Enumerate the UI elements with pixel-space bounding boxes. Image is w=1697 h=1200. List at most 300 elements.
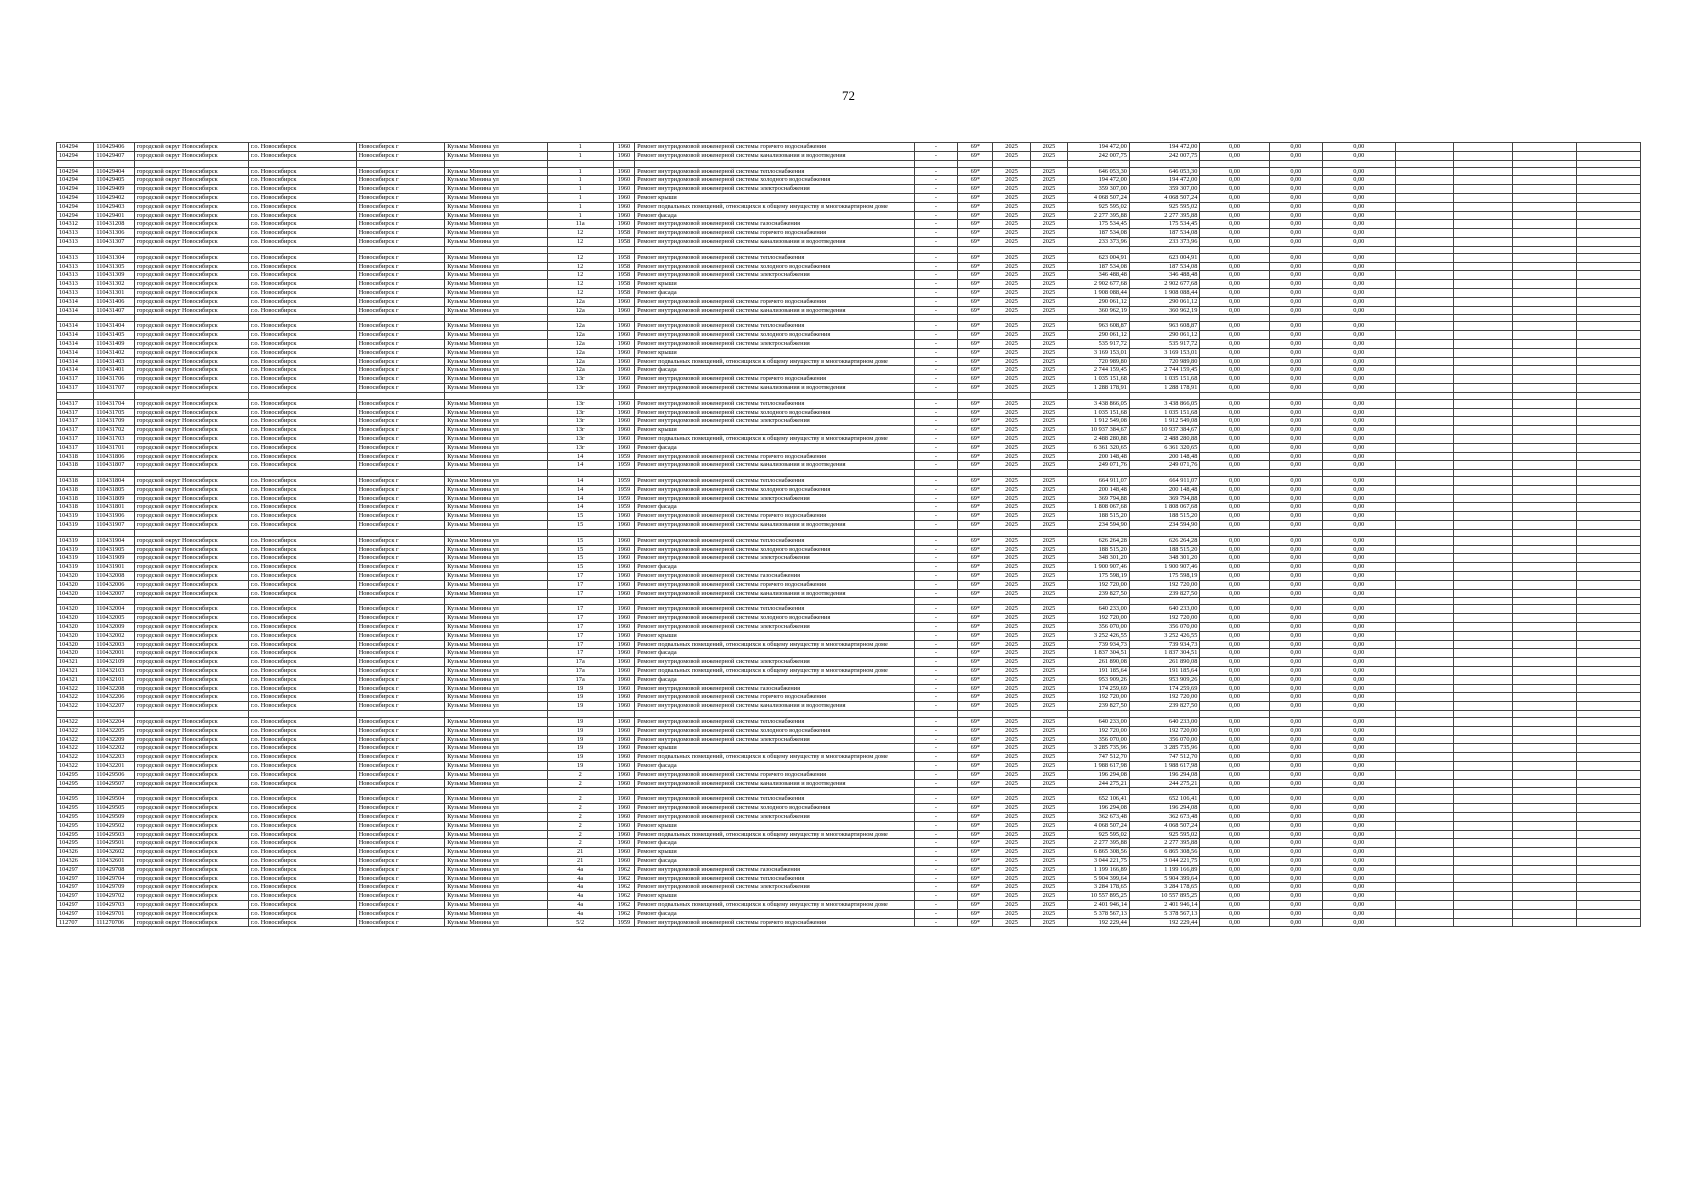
cell-cost-fund: 747 512,70	[1129, 753, 1199, 762]
cell-municipal-district: городской округ Новосибирск	[134, 658, 248, 667]
table-cell-empty	[1512, 392, 1576, 399]
cell-indicator: 69*	[958, 718, 993, 727]
cell-indicator: 69*	[958, 167, 993, 176]
cell-street: Кузьмы Минина ул	[445, 848, 547, 857]
cell-cost-local: 0,00	[1269, 322, 1322, 331]
cell-work-id: 110432208	[94, 684, 135, 693]
cell-object-id: 104317	[57, 375, 94, 384]
cell-cost-local: 0,00	[1269, 718, 1322, 727]
cell-work-id: 110429404	[94, 167, 135, 176]
table-row	[57, 485, 1641, 494]
cell-plan-end-year: 2025	[1030, 821, 1067, 830]
cell-extra-col-4	[1576, 770, 1640, 779]
cell-cost-fund: 290 061,12	[1129, 331, 1199, 340]
cell-plan-start-year: 2025	[993, 675, 1030, 684]
cell-cost-budget: 0,00	[1200, 883, 1269, 892]
cell-house-number: 15	[547, 536, 613, 545]
cell-cost-local: 0,00	[1269, 623, 1322, 632]
cell-build-year: 1960	[613, 605, 634, 614]
cell-cost-fund: 1 908 088,44	[1129, 288, 1199, 297]
cell-cost-owners: 0,00	[1323, 434, 1396, 443]
cell-work-type: Ремонт внутридомовой инженерной системы теплоснабжения	[635, 477, 914, 486]
cell-locality: Новосибирск г	[356, 563, 445, 572]
cell-build-year: 1958	[613, 237, 634, 246]
table-row	[57, 220, 1641, 229]
cell-street: Кузьмы Минина ул	[445, 167, 547, 176]
cell-plan-start-year: 2025	[993, 477, 1030, 486]
cell-plan-start-year: 2025	[993, 623, 1030, 632]
cell-street: Кузьмы Минина ул	[445, 605, 547, 614]
cell-work-type: Ремонт внутридомовой инженерной системы газоснабжения	[635, 684, 914, 693]
cell-cost-budget: 0,00	[1200, 892, 1269, 901]
cell-extra-col-3	[1512, 237, 1576, 246]
table-cell-empty	[547, 246, 613, 253]
cell-cost-local: 0,00	[1269, 253, 1322, 262]
cell-cost-fund: 1 035 151,68	[1129, 408, 1199, 417]
cell-municipal-district: городской округ Новосибирск	[134, 280, 248, 289]
table-row	[57, 684, 1641, 693]
cell-cost-budget: 0,00	[1200, 339, 1269, 348]
cell-plan-start-year: 2025	[993, 322, 1030, 331]
cell-extra-col-3	[1512, 176, 1576, 185]
cell-plan-end-year: 2025	[1030, 675, 1067, 684]
cell-indicator: 69*	[958, 399, 993, 408]
cell-plan-start-year: 2025	[993, 753, 1030, 762]
cell-indicator: 69*	[958, 744, 993, 753]
cell-plan-end-year: 2025	[1030, 554, 1067, 563]
table-cell-empty	[1395, 392, 1454, 399]
cell-house-number: 17	[547, 580, 613, 589]
cell-unit: -	[914, 339, 958, 348]
cell-locality: Новосибирск г	[356, 357, 445, 366]
cell-work-type: Ремонт внутридомовой инженерной системы холодного водоснабжения	[635, 485, 914, 494]
cell-extra-col-3	[1512, 623, 1576, 632]
cell-plan-end-year: 2025	[1030, 494, 1067, 503]
cell-extra-col-1	[1395, 909, 1454, 918]
cell-locality: Новосибирск г	[356, 572, 445, 581]
cell-plan-start-year: 2025	[993, 417, 1030, 426]
cell-extra-col-1	[1395, 512, 1454, 521]
cell-cost-local: 0,00	[1269, 795, 1322, 804]
table-cell-empty	[1512, 246, 1576, 253]
cell-municipality: г.о. Новосибирск	[248, 494, 356, 503]
cell-extra-col-1	[1395, 918, 1454, 927]
table-spacer-row	[57, 711, 1641, 718]
cell-extra-col-1	[1395, 383, 1454, 392]
cell-municipality: г.о. Новосибирск	[248, 726, 356, 735]
cell-plan-end-year: 2025	[1030, 702, 1067, 711]
cell-locality: Новосибирск г	[356, 821, 445, 830]
cell-municipality: г.о. Новосибирск	[248, 443, 356, 452]
cell-municipality: г.о. Новосибирск	[248, 580, 356, 589]
cell-indicator: 69*	[958, 220, 993, 229]
table-cell-empty	[1200, 788, 1269, 795]
cell-plan-start-year: 2025	[993, 874, 1030, 883]
cell-extra-col-4	[1576, 900, 1640, 909]
cell-unit: -	[914, 288, 958, 297]
cell-plan-start-year: 2025	[993, 667, 1030, 676]
cell-extra-col-1	[1395, 726, 1454, 735]
table-cell-empty	[356, 392, 445, 399]
cell-extra-col-3	[1512, 649, 1576, 658]
cell-work-id: 110431909	[94, 554, 135, 563]
cell-cost-fund: 623 004,91	[1129, 253, 1199, 262]
cell-cost-total: 953 909,26	[1068, 675, 1130, 684]
cell-house-number: 13г	[547, 426, 613, 435]
table-cell-empty	[1200, 711, 1269, 718]
cell-cost-total: 239 827,50	[1068, 702, 1130, 711]
cell-locality: Новосибирск г	[356, 830, 445, 839]
cell-work-id: 110431707	[94, 383, 135, 392]
cell-cost-budget: 0,00	[1200, 536, 1269, 545]
cell-municipality: г.о. Новосибирск	[248, 883, 356, 892]
cell-extra-col-1	[1395, 667, 1454, 676]
cell-plan-end-year: 2025	[1030, 408, 1067, 417]
cell-indicator: 69*	[958, 322, 993, 331]
cell-municipal-district: городской округ Новосибирск	[134, 408, 248, 417]
cell-build-year: 1960	[613, 735, 634, 744]
cell-extra-col-4	[1576, 151, 1640, 160]
cell-cost-owners: 0,00	[1323, 366, 1396, 375]
cell-cost-owners: 0,00	[1323, 667, 1396, 676]
table-cell-empty	[1512, 788, 1576, 795]
cell-cost-fund: 3 252 426,55	[1129, 631, 1199, 640]
table-cell-empty	[1576, 160, 1640, 167]
cell-work-type: Ремонт внутридомовой инженерной системы теплоснабжения	[635, 795, 914, 804]
table-row	[57, 417, 1641, 426]
cell-work-id: 110432003	[94, 640, 135, 649]
table-cell-empty	[134, 392, 248, 399]
table-cell-empty	[1068, 246, 1130, 253]
cell-plan-start-year: 2025	[993, 545, 1030, 554]
table-row	[57, 572, 1641, 581]
cell-cost-budget: 0,00	[1200, 631, 1269, 640]
cell-cost-fund: 1 288 178,91	[1129, 383, 1199, 392]
cell-cost-budget: 0,00	[1200, 211, 1269, 220]
cell-extra-col-1	[1395, 536, 1454, 545]
table-cell-empty	[94, 160, 135, 167]
cell-plan-end-year: 2025	[1030, 623, 1067, 632]
cell-unit: -	[914, 762, 958, 771]
cell-cost-local: 0,00	[1269, 856, 1322, 865]
cell-extra-col-3	[1512, 580, 1576, 589]
cell-municipal-district: городской округ Новосибирск	[134, 856, 248, 865]
cell-extra-col-1	[1395, 426, 1454, 435]
table-cell-empty	[914, 529, 958, 536]
table-row	[57, 253, 1641, 262]
cell-house-number: 12	[547, 280, 613, 289]
cell-cost-owners: 0,00	[1323, 580, 1396, 589]
table-row	[57, 185, 1641, 194]
cell-cost-fund: 2 401 946,14	[1129, 900, 1199, 909]
cell-build-year: 1958	[613, 288, 634, 297]
cell-cost-local: 0,00	[1269, 631, 1322, 640]
cell-extra-col-2	[1454, 848, 1513, 857]
cell-municipality: г.о. Новосибирск	[248, 211, 356, 220]
cell-cost-total: 200 148,48	[1068, 452, 1130, 461]
cell-extra-col-2	[1454, 874, 1513, 883]
cell-extra-col-1	[1395, 306, 1454, 315]
table-cell-empty	[1454, 246, 1513, 253]
cell-municipality: г.о. Новосибирск	[248, 770, 356, 779]
cell-work-type: Ремонт внутридомовой инженерной системы холодного водоснабжения	[635, 545, 914, 554]
cell-cost-owners: 0,00	[1323, 237, 1396, 246]
cell-extra-col-4	[1576, 726, 1640, 735]
cell-cost-fund: 739 934,73	[1129, 640, 1199, 649]
table-cell-empty	[134, 598, 248, 605]
cell-cost-fund: 5 904 399,64	[1129, 874, 1199, 883]
cell-plan-start-year: 2025	[993, 220, 1030, 229]
cell-unit: -	[914, 580, 958, 589]
cell-cost-fund: 244 275,21	[1129, 779, 1199, 788]
cell-cost-owners: 0,00	[1323, 795, 1396, 804]
cell-house-number: 4а	[547, 892, 613, 901]
cell-extra-col-3	[1512, 684, 1576, 693]
cell-cost-budget: 0,00	[1200, 357, 1269, 366]
cell-object-id: 104294	[57, 143, 94, 152]
cell-work-id: 110431907	[94, 521, 135, 530]
cell-locality: Новосибирск г	[356, 339, 445, 348]
cell-build-year: 1958	[613, 271, 634, 280]
cell-object-id: 104320	[57, 640, 94, 649]
cell-extra-col-2	[1454, 143, 1513, 152]
table-row	[57, 821, 1641, 830]
cell-unit: -	[914, 297, 958, 306]
cell-work-type: Ремонт внутридомовой инженерной системы электроснабжения	[635, 417, 914, 426]
cell-cost-total: 360 962,19	[1068, 306, 1130, 315]
cell-extra-col-2	[1454, 280, 1513, 289]
table-row	[57, 762, 1641, 771]
cell-municipality: г.о. Новосибирск	[248, 461, 356, 470]
table-cell-empty	[547, 598, 613, 605]
cell-extra-col-4	[1576, 918, 1640, 927]
cell-locality: Новосибирск г	[356, 443, 445, 452]
cell-extra-col-1	[1395, 151, 1454, 160]
cell-cost-local: 0,00	[1269, 892, 1322, 901]
table-cell-empty	[1576, 529, 1640, 536]
cell-house-number: 19	[547, 762, 613, 771]
cell-object-id: 104313	[57, 288, 94, 297]
cell-street: Кузьмы Минина ул	[445, 812, 547, 821]
cell-locality: Новосибирск г	[356, 605, 445, 614]
cell-work-id: 110431906	[94, 512, 135, 521]
cell-municipality: г.о. Новосибирск	[248, 306, 356, 315]
cell-municipality: г.о. Новосибирск	[248, 452, 356, 461]
cell-locality: Новосибирск г	[356, 331, 445, 340]
cell-extra-col-4	[1576, 271, 1640, 280]
cell-build-year: 1960	[613, 383, 634, 392]
cell-work-type: Ремонт крыши	[635, 821, 914, 830]
cell-cost-budget: 0,00	[1200, 900, 1269, 909]
cell-cost-owners: 0,00	[1323, 572, 1396, 581]
cell-cost-budget: 0,00	[1200, 151, 1269, 160]
cell-cost-fund: 2 744 159,45	[1129, 366, 1199, 375]
cell-object-id: 104322	[57, 726, 94, 735]
cell-extra-col-2	[1454, 718, 1513, 727]
cell-house-number: 4а	[547, 874, 613, 883]
cell-cost-fund: 6 865 308,56	[1129, 848, 1199, 857]
cell-indicator: 69*	[958, 434, 993, 443]
cell-build-year: 1960	[613, 563, 634, 572]
cell-extra-col-4	[1576, 812, 1640, 821]
cell-municipal-district: городской округ Новосибирск	[134, 339, 248, 348]
cell-indicator: 69*	[958, 503, 993, 512]
table-cell-empty	[613, 529, 634, 536]
cell-municipal-district: городской округ Новосибирск	[134, 545, 248, 554]
cell-municipality: г.о. Новосибирск	[248, 545, 356, 554]
cell-cost-owners: 0,00	[1323, 220, 1396, 229]
cell-unit: -	[914, 503, 958, 512]
table-row	[57, 348, 1641, 357]
cell-extra-col-2	[1454, 434, 1513, 443]
cell-build-year: 1960	[613, 693, 634, 702]
cell-street: Кузьмы Минина ул	[445, 580, 547, 589]
cell-extra-col-4	[1576, 909, 1640, 918]
cell-cost-fund: 640 233,00	[1129, 605, 1199, 614]
cell-cost-total: 1 988 617,98	[1068, 762, 1130, 771]
table-cell-empty	[57, 788, 94, 795]
cell-municipality: г.о. Новосибирск	[248, 417, 356, 426]
cell-locality: Новосибирск г	[356, 649, 445, 658]
cell-work-id: 110429703	[94, 900, 135, 909]
cell-object-id: 104320	[57, 580, 94, 589]
cell-plan-start-year: 2025	[993, 909, 1030, 918]
cell-locality: Новосибирск г	[356, 839, 445, 848]
cell-house-number: 19	[547, 718, 613, 727]
cell-house-number: 12	[547, 288, 613, 297]
cell-extra-col-1	[1395, 649, 1454, 658]
cell-indicator: 69*	[958, 909, 993, 918]
cell-work-type: Ремонт крыши	[635, 426, 914, 435]
cell-plan-start-year: 2025	[993, 856, 1030, 865]
cell-municipality: г.о. Новосибирск	[248, 779, 356, 788]
cell-work-id: 110432207	[94, 702, 135, 711]
cell-work-id: 110431407	[94, 306, 135, 315]
table-row	[57, 452, 1641, 461]
cell-cost-fund: 626 264,28	[1129, 536, 1199, 545]
cell-cost-fund: 3 284 178,65	[1129, 883, 1199, 892]
cell-extra-col-4	[1576, 322, 1640, 331]
cell-cost-local: 0,00	[1269, 839, 1322, 848]
cell-cost-fund: 290 061,12	[1129, 297, 1199, 306]
cell-cost-budget: 0,00	[1200, 804, 1269, 813]
cell-indicator: 69*	[958, 865, 993, 874]
cell-work-id: 110431709	[94, 417, 135, 426]
cell-plan-start-year: 2025	[993, 297, 1030, 306]
cell-extra-col-1	[1395, 357, 1454, 366]
cell-street: Кузьмы Минина ул	[445, 477, 547, 486]
cell-indicator: 69*	[958, 918, 993, 927]
table-cell-empty	[1129, 392, 1199, 399]
cell-extra-col-2	[1454, 357, 1513, 366]
cell-build-year: 1960	[613, 718, 634, 727]
cell-extra-col-4	[1576, 614, 1640, 623]
cell-extra-col-2	[1454, 839, 1513, 848]
cell-cost-local: 0,00	[1269, 512, 1322, 521]
cell-street: Кузьмы Минина ул	[445, 536, 547, 545]
cell-cost-owners: 0,00	[1323, 718, 1396, 727]
cell-build-year: 1960	[613, 753, 634, 762]
cell-indicator: 69*	[958, 779, 993, 788]
cell-extra-col-4	[1576, 839, 1640, 848]
cell-locality: Новосибирск г	[356, 918, 445, 927]
table-cell-empty	[635, 598, 914, 605]
cell-plan-end-year: 2025	[1030, 892, 1067, 901]
cell-extra-col-1	[1395, 443, 1454, 452]
cell-extra-col-4	[1576, 589, 1640, 598]
cell-build-year: 1959	[613, 477, 634, 486]
cell-extra-col-1	[1395, 580, 1454, 589]
cell-cost-budget: 0,00	[1200, 874, 1269, 883]
cell-extra-col-2	[1454, 176, 1513, 185]
cell-extra-col-1	[1395, 623, 1454, 632]
cell-extra-col-2	[1454, 167, 1513, 176]
table-cell-empty	[1068, 315, 1130, 322]
cell-municipality: г.о. Новосибирск	[248, 348, 356, 357]
cell-work-type: Ремонт фасада	[635, 366, 914, 375]
cell-work-type: Ремонт фасада	[635, 503, 914, 512]
cell-object-id: 104294	[57, 211, 94, 220]
cell-extra-col-3	[1512, 357, 1576, 366]
cell-cost-local: 0,00	[1269, 563, 1322, 572]
table-cell-empty	[57, 315, 94, 322]
cell-unit: -	[914, 193, 958, 202]
cell-unit: -	[914, 605, 958, 614]
cell-plan-end-year: 2025	[1030, 143, 1067, 152]
cell-extra-col-4	[1576, 443, 1640, 452]
cell-plan-start-year: 2025	[993, 804, 1030, 813]
cell-cost-local: 0,00	[1269, 812, 1322, 821]
cell-cost-budget: 0,00	[1200, 167, 1269, 176]
table-cell-empty	[94, 315, 135, 322]
cell-unit: -	[914, 839, 958, 848]
cell-cost-fund: 239 827,50	[1129, 589, 1199, 598]
cell-cost-budget: 0,00	[1200, 640, 1269, 649]
cell-extra-col-1	[1395, 193, 1454, 202]
cell-cost-total: 1 837 304,51	[1068, 649, 1130, 658]
cell-indicator: 69*	[958, 848, 993, 857]
cell-cost-local: 0,00	[1269, 331, 1322, 340]
cell-municipality: г.о. Новосибирск	[248, 220, 356, 229]
cell-plan-end-year: 2025	[1030, 726, 1067, 735]
cell-cost-fund: 233 373,96	[1129, 237, 1199, 246]
cell-indicator: 69*	[958, 417, 993, 426]
cell-work-id: 110432601	[94, 856, 135, 865]
table-row	[57, 151, 1641, 160]
cell-municipality: г.о. Новосибирск	[248, 512, 356, 521]
table-cell-empty	[1395, 711, 1454, 718]
cell-work-type: Ремонт внутридомовой инженерной системы электроснабжения	[635, 494, 914, 503]
cell-plan-end-year: 2025	[1030, 856, 1067, 865]
cell-extra-col-4	[1576, 744, 1640, 753]
cell-extra-col-3	[1512, 375, 1576, 384]
cell-work-id: 110431405	[94, 331, 135, 340]
cell-extra-col-2	[1454, 220, 1513, 229]
cell-cost-local: 0,00	[1269, 821, 1322, 830]
cell-extra-col-2	[1454, 779, 1513, 788]
cell-cost-fund: 249 071,76	[1129, 461, 1199, 470]
cell-municipality: г.о. Новосибирск	[248, 383, 356, 392]
cell-street: Кузьмы Минина ул	[445, 726, 547, 735]
cell-cost-owners: 0,00	[1323, 883, 1396, 892]
cell-cost-total: 6 361 320,65	[1068, 443, 1130, 452]
table-cell-empty	[356, 711, 445, 718]
cell-municipality: г.о. Новосибирск	[248, 804, 356, 813]
cell-cost-budget: 0,00	[1200, 812, 1269, 821]
cell-work-id: 110432202	[94, 744, 135, 753]
cell-plan-start-year: 2025	[993, 253, 1030, 262]
cell-unit: -	[914, 366, 958, 375]
